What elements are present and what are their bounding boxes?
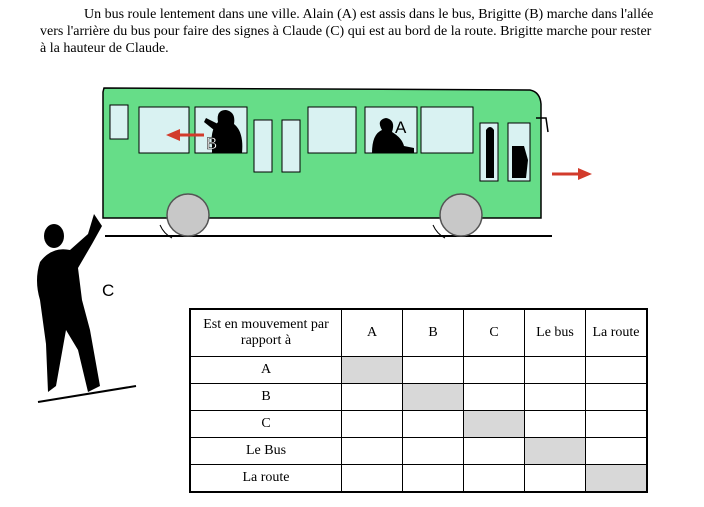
- column-header: B: [403, 309, 464, 357]
- table-cell[interactable]: [464, 438, 525, 465]
- column-header: La route: [586, 309, 648, 357]
- row-header: A: [190, 357, 342, 384]
- rear-wheel: [167, 194, 209, 236]
- claude-silhouette: [37, 214, 136, 402]
- table-cell[interactable]: [525, 411, 586, 438]
- row-header: C: [190, 411, 342, 438]
- table-cell[interactable]: [525, 384, 586, 411]
- label-c: C: [102, 281, 115, 300]
- table-cell[interactable]: [403, 465, 464, 493]
- row-header: La route: [190, 465, 342, 493]
- table-cell[interactable]: [586, 411, 648, 438]
- table-cell[interactable]: [403, 357, 464, 384]
- table-cell[interactable]: [586, 384, 648, 411]
- table-cell[interactable]: [525, 357, 586, 384]
- table-cell[interactable]: [403, 438, 464, 465]
- column-header: A: [342, 309, 403, 357]
- table-cell[interactable]: [464, 384, 525, 411]
- table-cell-shaded: [525, 438, 586, 465]
- motion-table: [189, 308, 648, 493]
- table-cell[interactable]: [586, 438, 648, 465]
- row-header: B: [190, 384, 342, 411]
- table-cell[interactable]: [342, 465, 403, 493]
- table-row: [190, 438, 647, 465]
- table-cell[interactable]: [403, 411, 464, 438]
- table-row: [190, 357, 647, 384]
- table-header-row: [190, 309, 647, 357]
- bus: [103, 88, 548, 238]
- table-row: [190, 411, 647, 438]
- table-cell[interactable]: [586, 357, 648, 384]
- column-header: C: [464, 309, 525, 357]
- column-header: Le bus: [525, 309, 586, 357]
- table-cell-shaded: [586, 465, 648, 493]
- label-a: A: [395, 118, 407, 137]
- row-header: Le Bus: [190, 438, 342, 465]
- arrow-right-icon: [552, 168, 592, 180]
- table-cell[interactable]: [464, 465, 525, 493]
- table-cell[interactable]: [342, 411, 403, 438]
- intro-text: Un bus roule lentement dans une ville. Alain (A) est assis dans le bus, Brigitte (B) marche dans l'allée vers l'arrière du bus pour faire des signes à Claude (C) qui est au bord de la route. Brigitte marche pour rester à la hauteur de Claude.: [40, 7, 654, 56]
- table-cell[interactable]: [464, 357, 525, 384]
- table-cell[interactable]: [525, 465, 586, 493]
- table-cell[interactable]: [342, 438, 403, 465]
- label-b: B: [206, 134, 218, 153]
- table-row: [190, 465, 647, 493]
- table-cell[interactable]: [342, 384, 403, 411]
- table-corner-header: Est en mouvement par rapport à: [190, 309, 342, 357]
- table-cell-shaded: [342, 357, 403, 384]
- front-wheel: [440, 194, 482, 236]
- table-row: [190, 384, 647, 411]
- table-cell-shaded: [403, 384, 464, 411]
- table-cell-shaded: [464, 411, 525, 438]
